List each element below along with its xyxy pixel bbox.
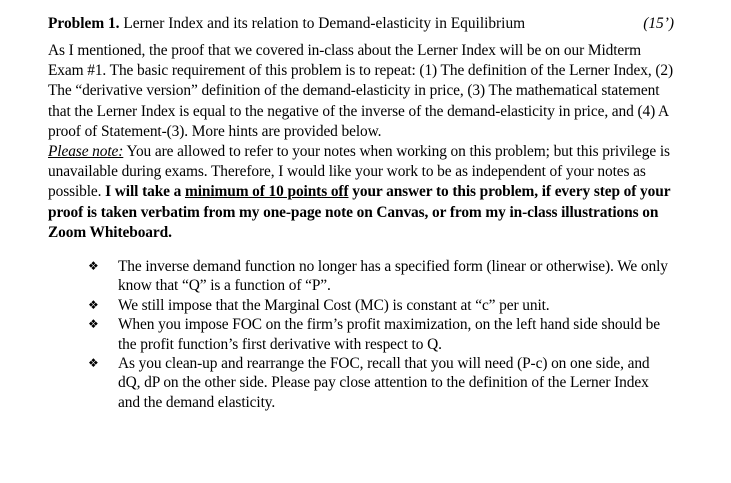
intro-text: As I mentioned, the proof that we covered in-class about the Lerner Index will be on our Midterm Exam #1. The basic requirement of this problem is to repeat: (1) The definition of the Lerner Index, (2) The “derivative version” definition of the demand-elasticity in price, (3) The mathematical statement that the Lerner Index is equal to the negative of the inverse of the demand-elasticity in price, and (4) A proof of Statement-(3). More hints are provided below. [48,42,673,140]
problem-title: Lerner Index and its relation to Demand-elasticity in Equilibrium [119,15,526,32]
hint-item [72,257,674,296]
hint-text: As you clean-up and rearrange the FOC, recall that you will need (P-c) on one side, and dQ, dP on the other side. Please pay close attention to the definition of the Lerner Index and the demand elasticity. [118,355,650,411]
problem-points: (15’) [643,15,674,32]
hint-text: We still impose that the Marginal Cost (MC) is constant at “c” per unit. [118,296,550,314]
diamond-bullet-icon: ❖ [88,297,99,312]
problem-description [48,41,674,243]
note-label: Please note: [48,143,124,161]
diamond-bullet-icon: ❖ [88,356,99,371]
hints-list [72,257,674,412]
note-text: You are allowed to refer to your notes when working on this problem; but this privilege is unavailable during exams. Therefore, I would like your work to be as independent of your notes as possible. [48,143,670,201]
hint-item [72,354,674,412]
diamond-bullet-icon: ❖ [88,317,99,332]
warning-start: I will take a [105,183,185,201]
problem-label: Problem 1. [48,15,120,32]
hint-item [72,296,674,315]
hint-text: When you impose FOC on the firm’s profit maximization, on the left hand side should be the profit function’s first derivative with respect to Q. [118,316,660,353]
document-page [48,14,674,412]
hint-item [72,315,674,354]
problem-header [48,14,674,33]
hint-text: The inverse demand function no longer has a specified form (linear or otherwise). We only know that “Q” is a function of “P”. [118,258,668,295]
diamond-bullet-icon: ❖ [88,259,99,274]
warning-end: your answer to this problem, if every step of your proof is taken verbatim from my one-page note on Canvas, or from my in-class illustrations on Zoom Whiteboard. [48,183,671,241]
warning-emphasis: minimum of 10 points off [185,183,349,201]
